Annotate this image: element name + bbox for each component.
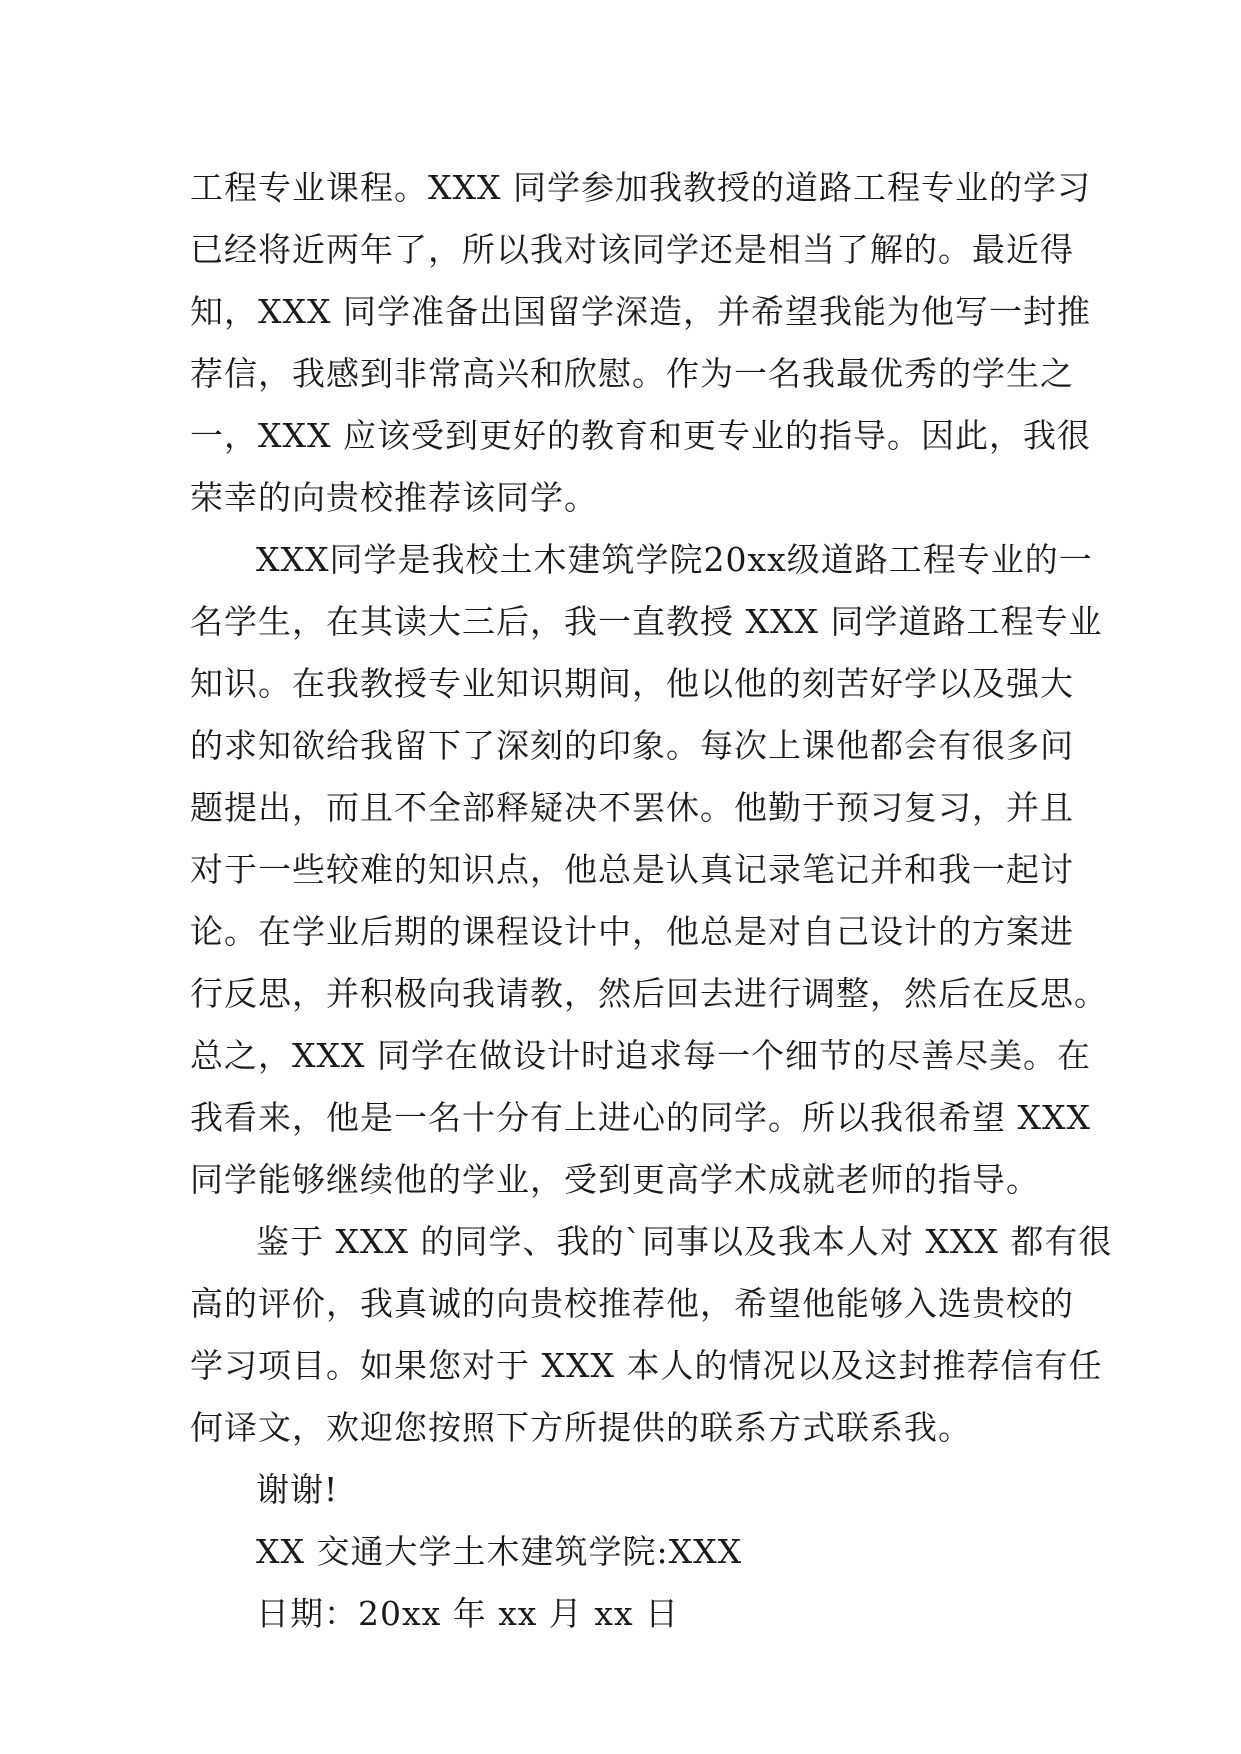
date-text: 日期：20xx 年 xx 月 xx 日 xyxy=(256,1594,680,1633)
paragraph-line: 名学生，在其读大三后，我一直教授 XXX 同学道路工程专业 xyxy=(190,602,1103,641)
paragraph-line: XXX同学是我校土木建筑学院20xx级道路工程专业的一 xyxy=(256,540,1093,579)
paragraph-line: 总之，XXX 同学在做设计时追求每一个细节的尽善尽美。在 xyxy=(190,1036,1091,1075)
letter-body xyxy=(190,157,1113,1645)
signature-text: XX 交通大学土木建筑学院:XXX xyxy=(256,1532,743,1571)
paragraph-line: 知识。在我教授专业知识期间，他以他的刻苦好学以及强大 xyxy=(190,664,1074,703)
paragraph-line: 一，XXX 应该受到更好的教育和更专业的指导。因此，我很 xyxy=(190,416,1091,455)
paragraph-line: 同学能够继续他的学业，受到更高学术成就老师的指导。 xyxy=(190,1160,1040,1199)
paragraph-line: 对于一些较难的知识点，他总是认真记录笔记并和我一起讨 xyxy=(190,850,1074,889)
paragraph-1 xyxy=(190,157,1091,529)
paragraph-line: 的求知欲给我留下了深刻的印象。每次上课他都会有很多问 xyxy=(190,726,1074,765)
paragraph-line: 知，XXX 同学准备出国留学深造，并希望我能为他写一封推 xyxy=(190,292,1091,331)
paragraph-line: 荐信，我感到非常高兴和欣慰。作为一名我最优秀的学生之 xyxy=(190,354,1074,393)
paragraph-line: 论。在学业后期的课程设计中，他总是对自己设计的方案进 xyxy=(190,912,1074,951)
paragraph-line: 题提出，而且不全部释疑决不罢休。他勤于预习复习，并且 xyxy=(190,788,1074,827)
paragraph-2 xyxy=(190,529,1108,1211)
paragraph-line: 鉴于 XXX 的同学、我的`同事以及我本人对 XXX 都有很 xyxy=(256,1222,1113,1261)
paragraph-line: 学习项目。如果您对于 XXX 本人的情况以及这封推荐信有任 xyxy=(190,1346,1103,1385)
paragraph-line: 何译文，欢迎您按照下方所提供的联系方式联系我。 xyxy=(190,1408,972,1447)
paragraph-line: 我看来，他是一名十分有上进心的同学。所以我很希望 XXX xyxy=(190,1098,1091,1137)
closing-text: 谢谢! xyxy=(256,1470,339,1509)
paragraph-line: 高的评价，我真诚的向贵校推荐他，希望他能够入选贵校的 xyxy=(190,1284,1074,1323)
paragraph-line: 荣幸的向贵校推荐该同学。 xyxy=(190,478,598,517)
paragraph-line: 工程专业课程。XXX 同学参加我教授的道路工程专业的学习 xyxy=(190,168,1091,207)
paragraph-3 xyxy=(190,1211,1113,1459)
paragraph-line: 已经将近两年了，所以我对该同学还是相当了解的。最近得 xyxy=(190,230,1074,269)
paragraph-line: 行反思，并积极向我请教，然后回去进行调整，然后在反思。 xyxy=(190,974,1108,1013)
